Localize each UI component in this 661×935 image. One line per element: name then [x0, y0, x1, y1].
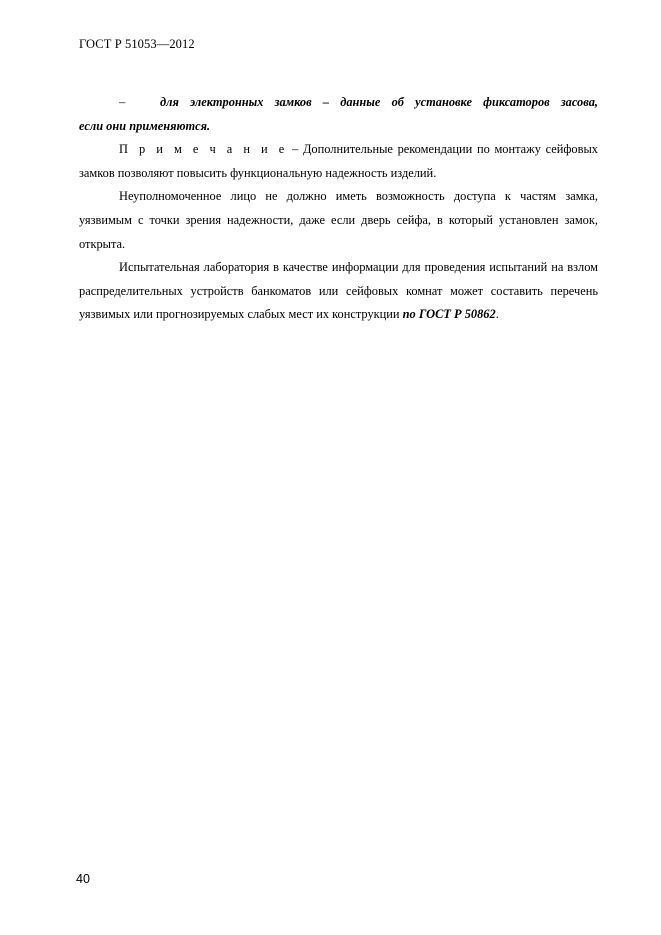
note-label: П р и м е ч а н и е [119, 142, 288, 157]
document-header [79, 37, 195, 52]
list-item-text-line2: если они применяются. [79, 118, 211, 133]
document-body [79, 91, 598, 327]
list-item-text-line1: для электронных замков – данные об установке фиксаторов засова, [160, 95, 598, 109]
list-item-electronic-locks [79, 91, 598, 115]
note-paragraph [79, 138, 598, 185]
paragraph-lab-end: . [495, 307, 499, 322]
standard-code: ГОСТ Р 51053—2012 [79, 37, 195, 51]
standard-reference: по ГОСТ Р 50862 [402, 307, 496, 322]
list-dash: – [119, 95, 126, 109]
paragraph-test-laboratory [79, 256, 598, 327]
note-text: – Дополнительные рекомендации по монтажу сейфовых замков позволяют повысить функциональную надежность изделий. [79, 142, 598, 180]
page-number: 40 [76, 872, 90, 886]
paragraph-unauthorized-access: Неуполномоченное лицо не должно иметь возможность доступа к частям замка, уязвимым с точки зрения надежности, даже если дверь сейфа, в который установлен замок, открыта. [79, 189, 598, 251]
paragraph-lab-text: Испытательная лаборатория в качестве информации для проведения испытаний на взлом распределительных устройств банкоматов или сейфовых комнат может составить перечень уязвимых или прогнозируемых слабых мест их конструкции [79, 260, 598, 322]
